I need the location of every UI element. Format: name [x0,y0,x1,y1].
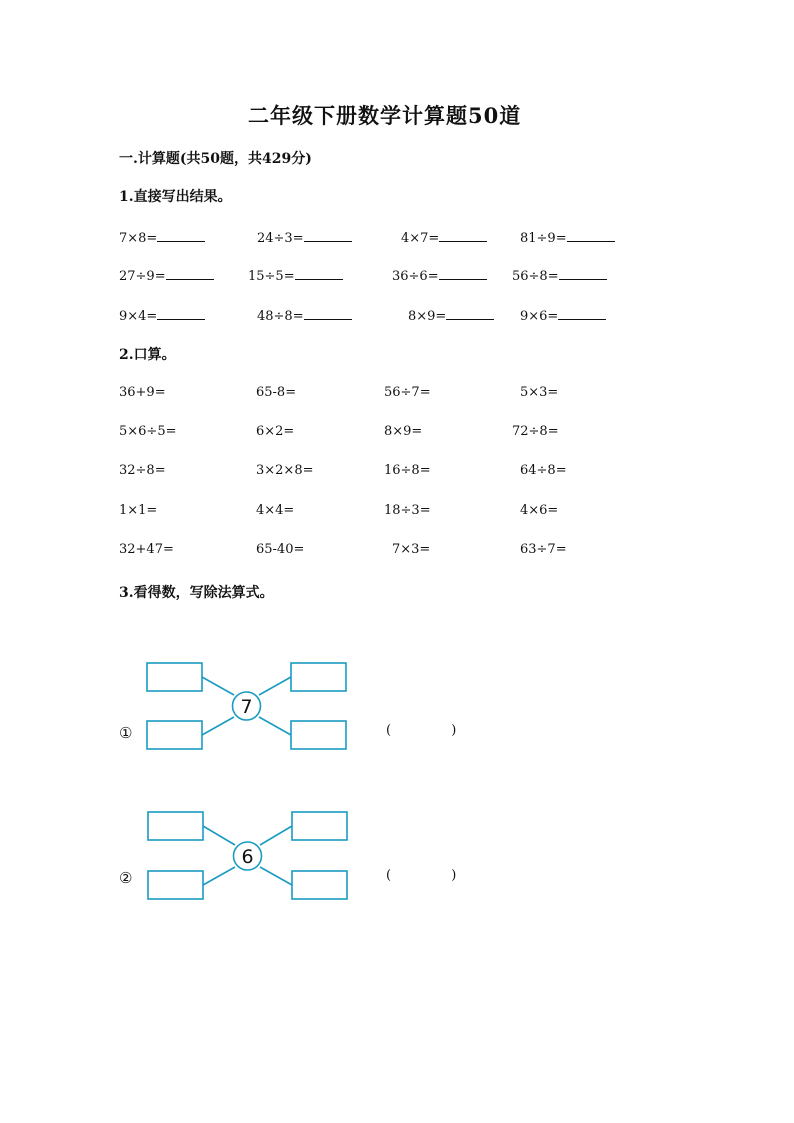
q2-item: 32+47= [119,542,174,557]
connector-line [203,826,235,845]
q2-item: 5×3= [520,385,559,400]
question-2-heading: 2.口算。 [119,347,176,363]
q2-item: 18÷3= [384,503,431,518]
q2-item: 72÷8= [512,424,559,439]
answer-blank[interactable] [295,266,343,280]
q1-item: 4×7= [401,228,487,246]
connector-line [260,826,292,845]
q2-item: 56÷7= [384,385,431,400]
division-diagram-1 [140,655,355,755]
answer-blank[interactable] [304,306,352,320]
q2-item: 32÷8= [119,463,166,478]
q2-item: 7×3= [392,542,431,557]
q2-item: 4×6= [520,503,559,518]
q2-item: 8×9= [384,424,423,439]
q2-item: 3×2×8= [256,463,314,478]
connector-line [202,717,234,735]
division-diagram-2 [141,805,356,905]
answer-blank[interactable] [559,266,607,280]
answer-blank[interactable] [439,228,487,242]
center-number: 6 [241,846,254,868]
q1-item: 9×6= [520,306,606,324]
q2-item: 65-8= [256,385,297,400]
answer-box[interactable] [292,812,347,840]
center-number: 7 [240,696,253,718]
q2-item: 6×2= [256,424,295,439]
q2-item: 36+9= [119,385,166,400]
answer-box[interactable] [147,721,202,749]
q1-item: 7×8= [119,228,205,246]
q1-item: 27÷9= [119,266,214,284]
answer-parentheses[interactable]: ( ) [386,723,485,738]
answer-blank[interactable] [304,228,352,242]
q1-item: 9×4= [119,306,205,324]
answer-blank[interactable] [157,228,205,242]
connector-line [203,867,235,885]
q2-item: 16÷8= [384,463,431,478]
connector-line [202,677,234,695]
q1-item: 8×9= [408,306,494,324]
connector-line [259,717,291,735]
answer-box[interactable] [291,721,346,749]
q2-item: 65-40= [256,542,305,557]
answer-box[interactable] [147,663,202,691]
answer-box[interactable] [291,663,346,691]
answer-blank[interactable] [558,306,606,320]
q2-item: 5×6÷5= [119,424,177,439]
q1-item: 56÷8= [512,266,607,284]
q2-item: 64÷8= [520,463,567,478]
answer-blank[interactable] [567,228,615,242]
page-title: 二年级下册数学计算题50道 [248,103,522,128]
connector-line [259,677,291,695]
answer-blank[interactable] [166,266,214,280]
q2-item: 63÷7= [520,542,567,557]
answer-blank[interactable] [157,306,205,320]
diagram-1-label: ① [119,724,133,742]
answer-box[interactable] [292,871,347,899]
q1-item: 36÷6= [392,266,487,284]
answer-parentheses[interactable]: ( ) [386,868,485,883]
answer-blank[interactable] [446,306,494,320]
q2-item: 4×4= [256,503,295,518]
q2-item: 1×1= [119,503,158,518]
answer-box[interactable] [148,812,203,840]
connector-line [260,867,292,885]
q1-item: 81÷9= [520,228,615,246]
section-heading: 一.计算题(共50题，共429分) [119,151,312,167]
q1-item: 15÷5= [248,266,343,284]
answer-box[interactable] [148,871,203,899]
question-1-heading: 1.直接写出结果。 [119,189,232,205]
answer-blank[interactable] [439,266,487,280]
q1-item: 24÷3= [257,228,352,246]
question-3-heading: 3.看得数，写除法算式。 [119,585,274,601]
diagram-2-label: ② [119,869,133,887]
q1-item: 48÷8= [257,306,352,324]
